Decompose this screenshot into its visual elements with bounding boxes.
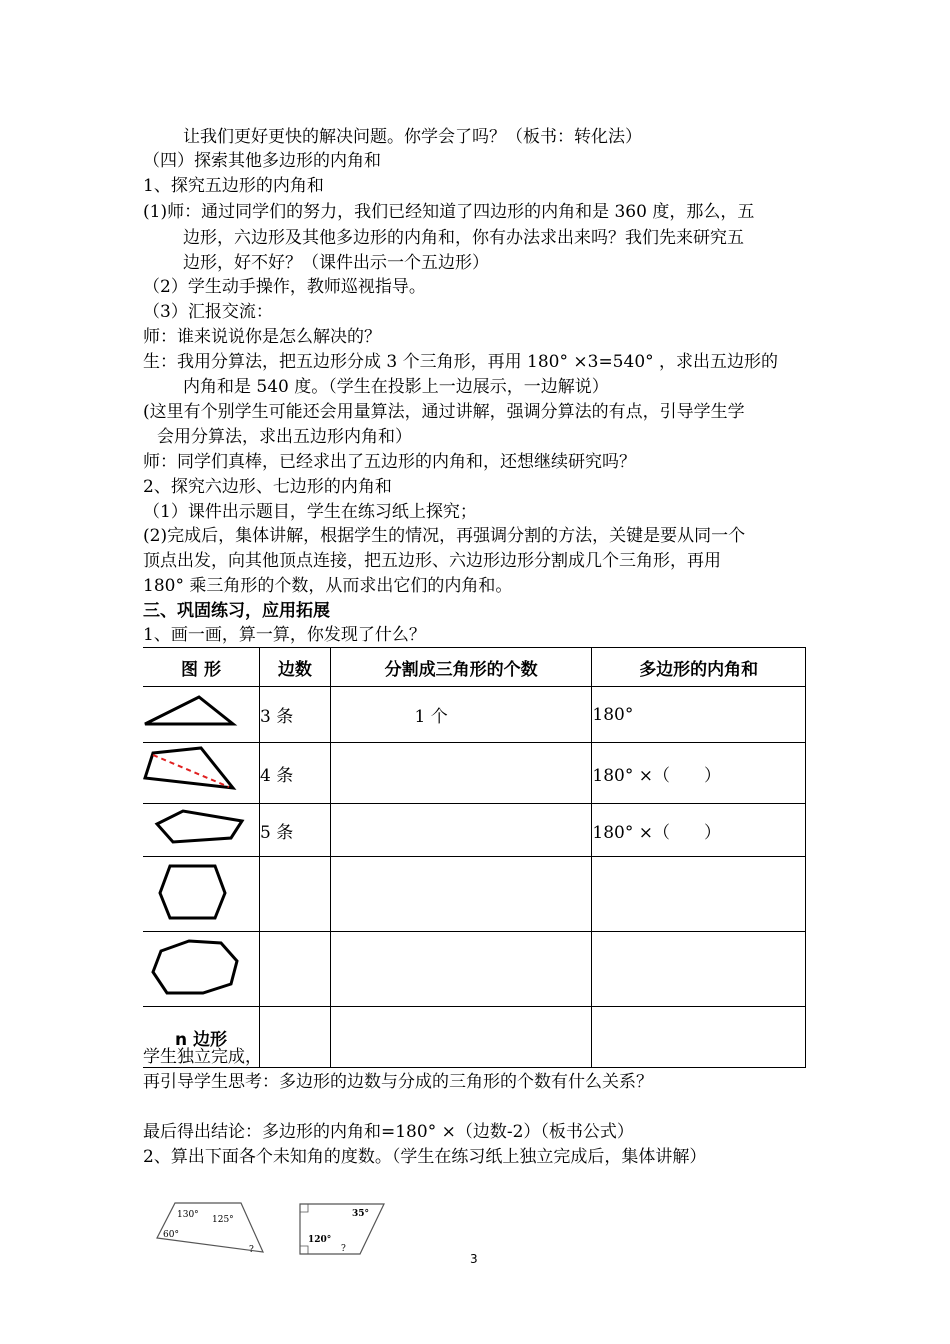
unknown-angle-label: ?	[341, 1244, 346, 1254]
angle-sum-cell: 180° ×（ ）	[592, 743, 806, 804]
angle-sum-cell	[592, 932, 806, 1007]
text-line: 师：谁来说说你是怎么解决的？	[143, 327, 381, 347]
sides-cell	[260, 1007, 331, 1068]
table-header-row	[143, 648, 806, 687]
triangle-icon	[143, 687, 259, 737]
angle-label: 125°	[212, 1215, 234, 1225]
text-line: (2)完成后，集体讲解，根据学生的情况，再强调分割的方法，关键是要从同一个	[143, 526, 746, 546]
heptagon-icon	[143, 932, 259, 1001]
sides-cell: 4 条	[260, 743, 331, 804]
text-line: 边形，六边形及其他多边形的内角和，你有办法求出来吗？我们先来研究五	[183, 228, 744, 248]
text-line: (这里有个别学生可能还会用量算法，通过讲解，强调分算法的有点，引导学生学	[143, 402, 745, 422]
text-line: 师：同学们真棒，已经求出了五边形的内角和，还想继续研究吗？	[143, 452, 636, 472]
text-line: 顶点出发，向其他顶点连接，把五边形、六边形边形分割成几个三角形，再用	[143, 551, 721, 571]
count-cell	[330, 932, 592, 1007]
angle-sum-cell	[592, 857, 806, 932]
subsection-heading: （四）探索其他多边形的内角和	[143, 151, 381, 171]
shape-cell	[143, 932, 260, 1007]
table-row	[143, 804, 806, 857]
shape-cell	[143, 743, 260, 804]
text-line: （2）学生动手操作，教师巡视指导。	[143, 277, 426, 297]
exercise-prompt: 1、画一画，算一算，你发现了什么？	[143, 625, 426, 645]
angle-sum-cell	[592, 1007, 806, 1068]
table-row	[143, 932, 806, 1007]
quadrilateral-figure-2	[296, 1202, 388, 1258]
pentagon-icon	[143, 804, 259, 851]
angle-label: 60°	[163, 1230, 179, 1240]
polygon-table	[143, 647, 806, 1068]
text-line: 学生独立完成，	[143, 1047, 262, 1067]
angle-sum-cell: 180°	[592, 687, 806, 743]
text-line: 会用分算法，求出五边形内角和）	[157, 427, 412, 447]
angle-label: 35°	[352, 1209, 370, 1219]
table-row	[143, 743, 806, 804]
n-gon-label: n 边形	[143, 1007, 260, 1068]
text-line: （1）课件出示题目，学生在练习纸上探究；	[143, 502, 477, 522]
exercise-prompt: 2、算出下面各个未知角的度数。（学生在练习纸上独立完成后，集体讲解）	[143, 1147, 707, 1167]
header-angle-sum: 多边形的内角和	[592, 648, 806, 687]
table-row	[143, 857, 806, 932]
text-line: 1、探究五边形的内角和	[143, 176, 324, 196]
section-heading: 三、巩固练习，应用拓展	[143, 601, 330, 621]
count-cell	[330, 857, 592, 932]
shape-cell	[143, 857, 260, 932]
text-line: 让我们更好更快的解决问题。你学会了吗？（板书：转化法）	[183, 127, 642, 147]
text-line: 2、探究六边形、七边形的内角和	[143, 477, 392, 497]
text-line: 生：我用分算法，把五边形分成 3 个三角形，再用 180° ×3=540° ，求出五边形的	[143, 352, 779, 372]
shape-cell	[143, 687, 260, 743]
angle-label: 130°	[177, 1210, 199, 1220]
header-triangle-count: 分割成三角形的个数	[330, 648, 592, 687]
hexagon-icon	[143, 857, 259, 926]
quadrilateral-figure-1	[155, 1200, 267, 1258]
angle-label: 120°	[308, 1235, 332, 1245]
text-line: 再引导学生思考：多边形的边数与分成的三角形的个数有什么关系？	[143, 1072, 653, 1092]
header-sides: 边数	[260, 648, 331, 687]
sides-cell: 5 条	[260, 804, 331, 857]
count-cell	[330, 804, 592, 857]
text-line: 边形，好不好？（课件出示一个五边形）	[183, 253, 489, 273]
sides-cell: 3 条	[260, 687, 331, 743]
header-shape: 图 形	[143, 648, 260, 687]
count-cell	[330, 1007, 592, 1068]
unknown-angle-label: ?	[249, 1245, 254, 1255]
sides-cell	[260, 932, 331, 1007]
quadrilateral-icon	[143, 743, 259, 798]
conclusion-line: 最后得出结论：多边形的内角和=180° ×（边数-2）（板书公式）	[143, 1122, 634, 1142]
text-line: 180° 乘三角形的个数，从而求出它们的内角和。	[143, 576, 513, 596]
shape-cell	[143, 804, 260, 857]
text-line: (1)师：通过同学们的努力，我们已经知道了四边形的内角和是 360 度，那么，五	[143, 202, 755, 222]
count-cell: 1 个	[330, 687, 592, 743]
table-row	[143, 687, 806, 743]
page-number: 3	[470, 1252, 478, 1266]
text-line: （3）汇报交流：	[143, 302, 273, 322]
angle-sum-cell: 180° ×（ ）	[592, 804, 806, 857]
text-line: 内角和是 540 度。（学生在投影上一边展示，一边解说）	[183, 377, 609, 397]
sides-cell	[260, 857, 331, 932]
count-cell	[330, 743, 592, 804]
